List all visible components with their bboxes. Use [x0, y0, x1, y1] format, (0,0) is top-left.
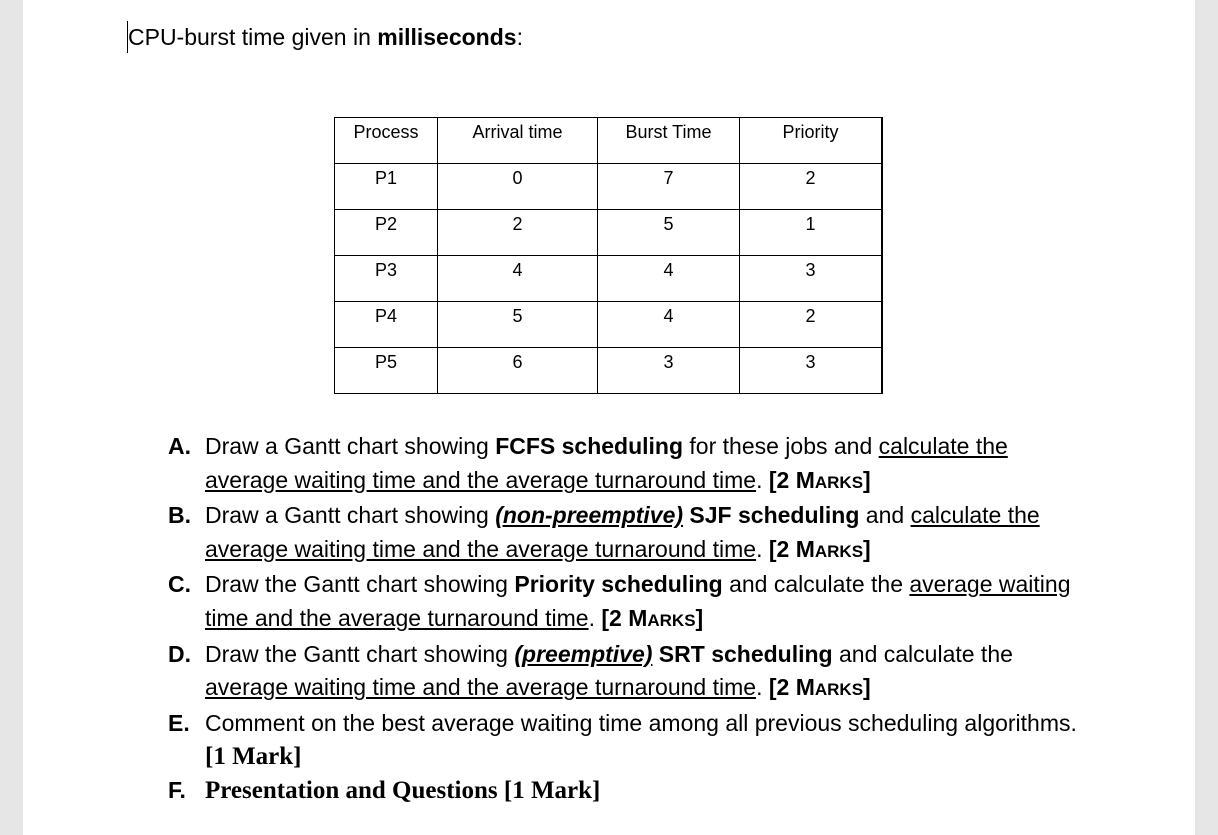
document-page [23, 0, 1195, 835]
heading-bold: milliseconds [377, 24, 517, 50]
heading-prefix: CPU-burst time given in [128, 24, 378, 50]
header-priority: Priority [740, 118, 883, 164]
process-table [334, 117, 883, 394]
header-arrival-time: Arrival time [438, 118, 598, 164]
question-letter: F. [168, 776, 186, 803]
header-process: Process [335, 118, 438, 164]
question-letter: A. [168, 433, 191, 459]
cell-priority: 2 [740, 164, 883, 210]
question-letter: B. [168, 502, 191, 529]
question-letter: C. [168, 571, 191, 598]
question-d [168, 638, 1088, 707]
table-row [335, 348, 883, 394]
question-text: Draw a Gantt chart showing [205, 502, 496, 529]
question-bold-italic-text: (non-preemptive) [495, 502, 684, 529]
cell-process: P4 [335, 302, 438, 348]
cell-burst: 3 [598, 348, 740, 394]
cell-arrival: 4 [438, 256, 598, 302]
question-bold-text: SRT scheduling [652, 640, 833, 667]
cell-process: P3 [335, 256, 438, 302]
cell-priority: 1 [740, 210, 883, 256]
cell-arrival: 5 [438, 302, 598, 348]
question-text: Draw the Gantt chart showing [205, 571, 515, 598]
question-e [168, 707, 1088, 774]
heading-suffix: : [516, 24, 523, 50]
marks-label: [2 MARKS] [768, 535, 871, 562]
question-bold-italic-text: (preemptive) [514, 640, 653, 667]
question-text: and calculate the [832, 640, 1013, 667]
question-bold-text: Priority scheduling [514, 571, 723, 598]
question-text: Draw the Gantt chart showing [205, 640, 515, 667]
question-bold-text: Presentation and Questions [1 Mark] [205, 776, 601, 804]
table-row [335, 302, 883, 348]
question-text: Comment on the best average waiting time among all previous scheduling algorithms. [205, 709, 1077, 736]
question-c [168, 568, 1088, 637]
question-f [168, 774, 1088, 808]
cell-arrival: 2 [438, 210, 598, 256]
question-text: . [756, 674, 769, 701]
cell-arrival: 6 [438, 348, 598, 394]
page-heading [128, 24, 523, 51]
question-underlined-text: average waiting time and the average turnaround time [205, 674, 757, 701]
marks-label: [1 Mark] [205, 743, 302, 771]
question-bold-text: FCFS scheduling [495, 433, 684, 459]
cell-burst: 5 [598, 210, 740, 256]
cell-priority: 3 [740, 348, 883, 394]
table-header-row [335, 118, 883, 164]
table-row [335, 256, 883, 302]
cell-process: P1 [335, 164, 438, 210]
question-letter: D. [168, 640, 191, 667]
question-text: . [756, 466, 769, 493]
question-underlined-text: calculate the average waiting time and the average turnaround time [205, 502, 1040, 562]
cell-process: P5 [335, 348, 438, 394]
question-text: . [756, 535, 769, 562]
question-letter: E. [168, 709, 190, 736]
table-row [335, 210, 883, 256]
cell-burst: 4 [598, 302, 740, 348]
question-text: . [588, 604, 602, 631]
cell-arrival: 0 [438, 164, 598, 210]
question-bold-text: SJF scheduling [683, 502, 860, 529]
question-underlined-text: calculate the average waiting time and the average turnaround time [205, 433, 1008, 493]
cell-burst: 4 [598, 256, 740, 302]
question-text: for these jobs and [683, 433, 879, 459]
question-text: and calculate the [722, 571, 910, 598]
cell-priority: 3 [740, 256, 883, 302]
question-underlined-text: average waiting time and the average turnaround time [205, 571, 1071, 631]
marks-label: [2 MARKS] [768, 466, 871, 493]
question-text: Draw a Gantt chart showing [205, 433, 496, 459]
question-a [168, 430, 1088, 499]
marks-label: [2 MARKS] [768, 674, 871, 701]
marks-label: [2 MARKS] [601, 604, 704, 631]
question-text: and [859, 502, 911, 529]
cell-burst: 7 [598, 164, 740, 210]
question-b [168, 499, 1088, 568]
question-list [168, 430, 1088, 808]
header-burst-time: Burst Time [598, 118, 740, 164]
cell-process: P2 [335, 210, 438, 256]
cell-priority: 2 [740, 302, 883, 348]
table-row [335, 164, 883, 210]
